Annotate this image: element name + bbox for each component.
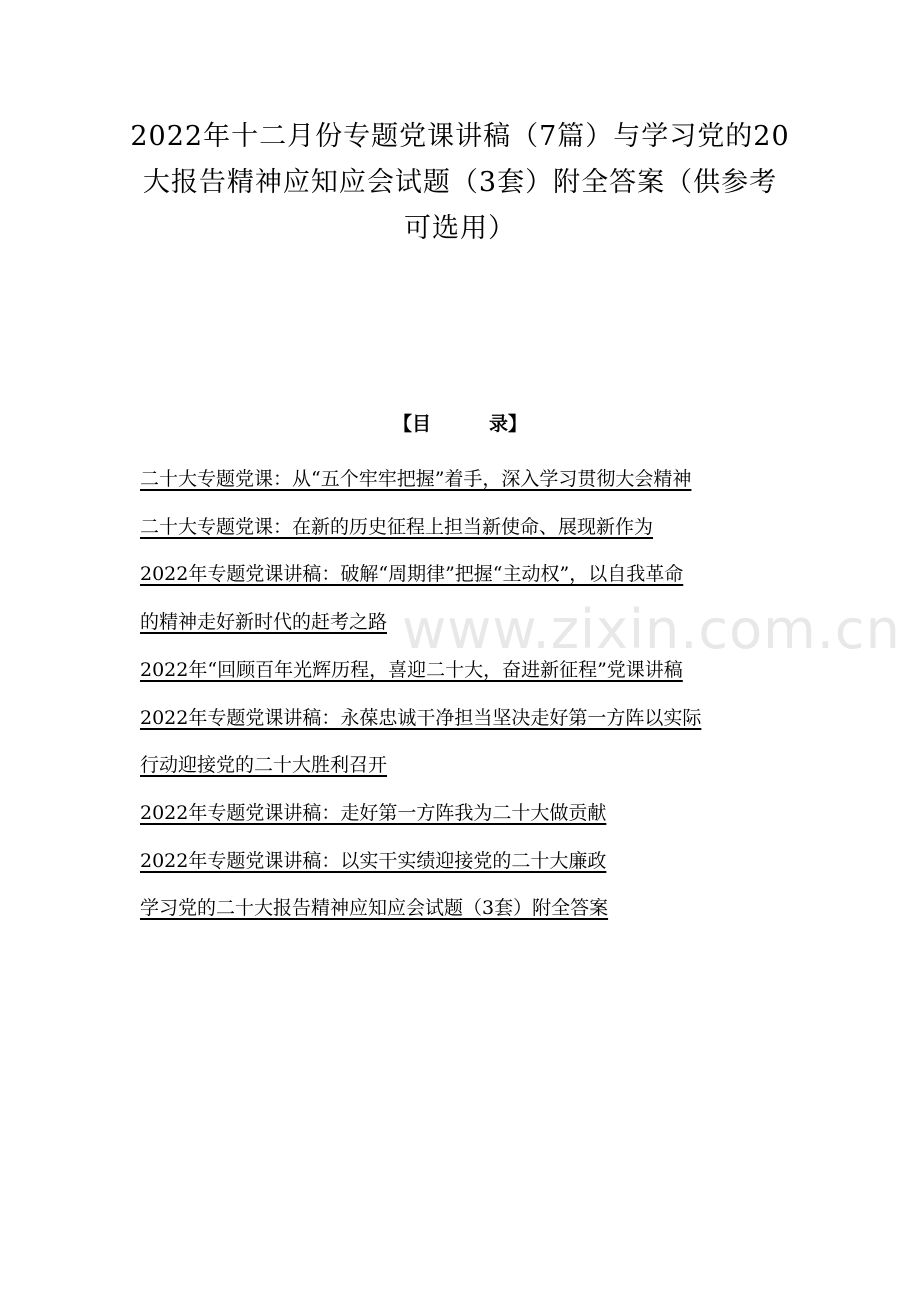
toc-link[interactable]: 2022年专题党课讲稿：破解“周期律”把握“主动权”，以自我革命 xyxy=(140,563,684,586)
toc-entry xyxy=(140,456,785,504)
toc-entry xyxy=(140,504,785,552)
watermark: www.zixin.com.cn xyxy=(402,598,901,661)
document-title xyxy=(130,114,790,252)
toc-entry xyxy=(140,599,785,647)
title-line-2: 大报告精神应知应会试题（3套）附全答案（供参考 xyxy=(142,167,778,198)
toc-entry xyxy=(140,551,785,599)
toc-entry xyxy=(140,790,785,838)
toc-link[interactable]: 二十大专题党课：从“五个牢牢把握”着手，深入学习贯彻大会精神 xyxy=(140,468,692,490)
toc-entry xyxy=(140,742,785,790)
toc-link[interactable]: 学习党的二十大报告精神应知应会试题（3套）附全答案 xyxy=(140,897,609,920)
toc-heading-right: 录】 xyxy=(489,413,528,435)
toc-heading-left: 【目 xyxy=(392,413,431,435)
toc-link[interactable]: 2022年专题党课讲稿：永葆忠诚干净担当坚决走好第一方阵以实际 xyxy=(140,706,702,729)
title-line-1: 2022年十二月份专题党课讲稿（7篇）与学习党的20 xyxy=(130,121,790,152)
toc-link[interactable]: 2022年“回顾百年光辉历程，喜迎二十大，奋进新征程”党课讲稿 xyxy=(140,658,683,681)
toc-entry xyxy=(140,838,785,886)
toc-entry xyxy=(140,647,785,695)
toc-link[interactable]: 2022年专题党课讲稿：走好第一方阵我为二十大做贡献 xyxy=(140,801,607,824)
title-line-3: 可选用） xyxy=(404,213,516,244)
toc-entry xyxy=(140,695,785,743)
toc-link[interactable]: 2022年专题党课讲稿：以实干实绩迎接党的二十大廉政 xyxy=(140,849,607,872)
toc-link[interactable]: 的精神走好新时代的赶考之路 xyxy=(140,611,388,634)
toc-link[interactable]: 行动迎接党的二十大胜利召开 xyxy=(140,754,388,777)
table-of-contents xyxy=(140,456,785,933)
toc-heading xyxy=(0,410,920,438)
toc-entry xyxy=(140,885,785,933)
toc-link[interactable]: 二十大专题党课：在新的历史征程上担当新使命、展现新作为 xyxy=(140,515,654,538)
